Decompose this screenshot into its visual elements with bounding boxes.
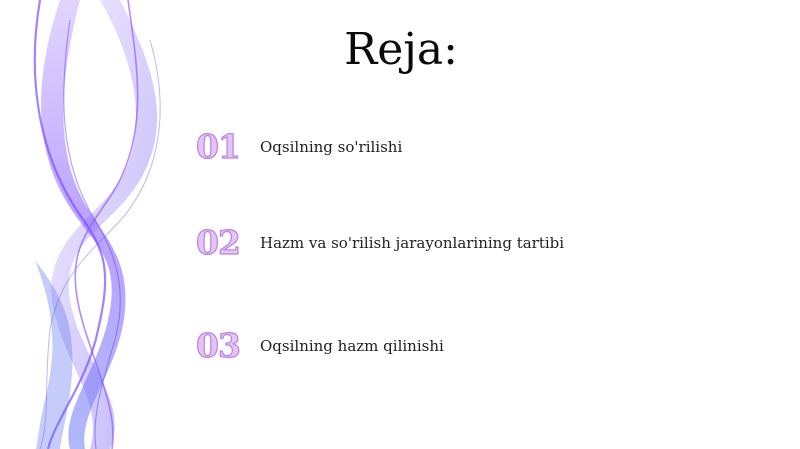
item-number: 03	[196, 326, 240, 365]
purple-smoke-ribbon-decoration	[0, 0, 200, 449]
item-number: 01	[196, 127, 240, 166]
plan-item-3	[196, 324, 756, 368]
plan-item-2	[196, 221, 756, 265]
slide-title: Reja:	[344, 24, 458, 75]
item-text: Oqsilning so'rilishi	[260, 138, 403, 156]
plan-item-1	[196, 125, 756, 169]
item-text: Hazm va so'rilish jarayonlarining tartibi	[260, 234, 565, 252]
item-number: 02	[196, 223, 240, 262]
item-text: Oqsilning hazm qilinishi	[260, 337, 444, 355]
